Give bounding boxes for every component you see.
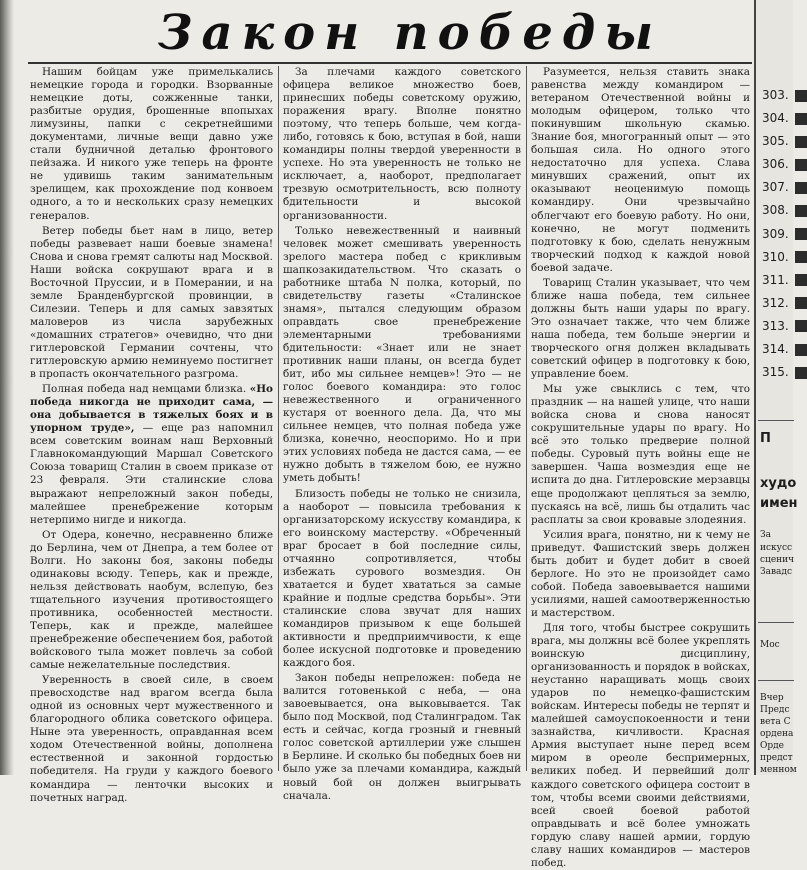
list-number: 305. (762, 134, 789, 149)
cropped-glyph (795, 251, 807, 263)
list-number: 310. (762, 249, 789, 264)
fragment-divider (758, 420, 794, 421)
list-item (762, 246, 807, 269)
fragment-line: предст (760, 753, 793, 763)
list-item (762, 338, 807, 361)
list-item (762, 292, 807, 315)
cropped-glyph (795, 113, 807, 125)
article-paragraph (283, 672, 521, 802)
numbered-list (762, 84, 807, 384)
article-paragraph (30, 383, 273, 527)
cropped-glyph (795, 90, 807, 102)
list-item (762, 315, 807, 338)
paragraph-text: От Одера, конечно, несравненно ближе до Берлина, чем от Днепра, а тем более от Волги. Но законы боя, законы победы одинаковы всюду. Теперь, как и прежде, нельзя действовать наобум, вслепую, без тщательного изучения противостоящего противника, особенностей местности. Теперь, как и прежде, малейшее пренебрежение обеспечением боя, работой войскового тыла может повлечь за собой самые нежелательные последствия. (30, 528, 273, 672)
paragraph-text: Мы уже свыклись с тем, что праздник — на нашей улице, что наши войска снова и снова наносят сокрушительные удары по врагу. Но всё это только предверие полной победы. Суровый путь войны еще не завершен. Чаша возмездия еще не испита до дна. Гитлеровские мерзавцы еще продолжают цепляться за землю, пускаясь на всё, лишь бы отдалить час расплаты за свои кровавые злодеяния. (531, 383, 750, 526)
paragraph-text: Ветер победы бьет нам в лицо, ветер победы развевает наши боевые знамена! Снова и снова гремят салюты над Москвой. Наши войска сокрушают врага и в Восточной Пруссии, и в Померании, и на земле Бранденбургской провинции, в Силезии. Теперь и для самых завзятых маловеров из числа зарубежных «домашних стратегов» очевидно, что дни гитлеровской Германии сочтены, что гитлеровскую армию неминуемо постигнет в пропасть окончательного разгрома. (30, 224, 273, 381)
list-number: 306. (762, 157, 789, 172)
article-paragraph (531, 66, 750, 275)
paragraph-text: Усилия врага, понятно, ни к чему не приведут. Фашистский зверь должен быть добит и будет добит в своей берлоге. Но это не произойдет само собой. Победа завоевывается нашими усилиями, нашей самоотверженностью и мастерством. (531, 528, 750, 619)
paragraph-text: Закон победы непреложен: победа не валится готовенькой с неба, — она завоевывается, она выковывается. Так было под Москвой, под Сталинградом. Так есть и сейчас, когда грозный и гневный голос советской артиллерии уже слышен в Берлине. И сколько бы победных боев ни было уже за плечами командира, каждый новый бой он должен выигрывать сначала. (283, 672, 521, 802)
list-item (762, 176, 807, 199)
fragment-line: Завадс (760, 567, 792, 577)
cropped-glyph (795, 159, 807, 171)
fragment-line: менном (760, 765, 797, 775)
list-item (762, 269, 807, 292)
list-number: 315. (762, 365, 789, 380)
list-number: 311. (762, 272, 789, 287)
fragment-line: искусс (760, 543, 793, 553)
fragment-line: П (760, 431, 771, 446)
article-paragraph (30, 66, 273, 223)
fragment-line: вета С (760, 717, 791, 727)
fragment-line: Вчер (760, 693, 784, 703)
paragraph-text: Нашим бойцам уже примелькались немецкие города и городки. Взорванные немецкие доты, сожженные танки, разбитые орудия, брошенные впопыхах лимузины, папки с секретнейшими документами, личные вещи давно уже стали будничной деталью фронтового пейзажа. И никого уже теперь на фронте не удивишь таким занимательным зрелищем, как прохождение под конвоем одного, а то и нескольких сразу немецких генералов. (30, 66, 273, 222)
fragment-line: имен (760, 496, 798, 511)
column-separator (278, 66, 279, 771)
list-number: 307. (762, 180, 789, 195)
paragraph-text: Для того, чтобы быстрее сокрушить врага, мы должны всё более укреплять воинскую дисциплину, организованность и порядок в войсках, неустанно наращивать мощь своих ударов по немецко-фашистским войскам. Интересы победы не терпят и малейшей самоуспокоенности и тени зазнайства, кичливости. Красная Армия выступает ныне перед всем миром в ореоле беспримерных, великих побед. И первейший долг каждого советского офицера состоит в том, чтобы всеми своими действиями, всей своей боевой работой оправдывать и всё более умножать гордую славу нашей армии, гордую славу наших командиров — мастеров побед. (531, 621, 750, 869)
list-number: 308. (762, 203, 789, 218)
fragment-line: Мос (760, 640, 780, 650)
cropped-glyph (795, 136, 807, 148)
stalin-quote: «Но победа никогда не приходит сама, — она добывается в тяжелых боях и в упорном труде», (30, 383, 273, 435)
adjacent-page-fragment (754, 0, 798, 775)
cropped-glyph (795, 205, 807, 217)
fragment-divider (758, 622, 794, 623)
article-paragraph (283, 488, 521, 671)
list-number: 309. (762, 226, 789, 241)
article-column-3 (531, 66, 750, 869)
article-paragraph (30, 225, 273, 382)
column-separator (526, 66, 527, 771)
cropped-glyph (795, 297, 807, 309)
paragraph-text: Товарищ Сталин указывает, что чем ближе наша победа, тем сильнее должны быть наши удары по врагу. Это означает также, что чем ближе наша победа, тем больше энергии и творческого огня должен вкладывать советский офицер в подготовку к бою, управление боем. (531, 276, 750, 381)
fragment-line: худо (760, 476, 797, 491)
list-item (762, 223, 807, 246)
article-paragraph (283, 66, 521, 223)
list-number: 314. (762, 342, 789, 357)
cropped-glyph (795, 228, 807, 240)
paragraph-text: Полная победа над немцами близка. (42, 383, 247, 396)
list-item (762, 361, 807, 384)
list-number: 312. (762, 295, 789, 310)
article-paragraph (531, 529, 750, 620)
article-paragraph (283, 225, 521, 486)
fragment-rule (754, 0, 756, 775)
fragment-line: ордена (760, 729, 794, 739)
paragraph-text: — еще раз напомнил всем советским воинам наш Верховный Главнокомандующий Маршал Советского Союза товарищ Сталин в своем приказе от 23 февраля. Эти сталинские слова выражают непреложный закон победы, малейшее пренебрежение которым нетерпимо нигде и никогда. (30, 422, 274, 526)
paragraph-text: Разумеется, нельзя ставить знака равенства между командиром — ветераном Отечественной войны и молодым офицером, только что покинувшим школьную скамью. Знание боя, многогранный опыт — это большая сила. Но одного этого недостаточно для успеха. Слава минувших сражений, опыт их оказывают неоценимую помощь командиру. Они чрезвычайно облегчают его боевую работу. Но они, конечно, не могут подменить подготовку к бою, сделать ненужным творческий подход к каждой новой боевой задаче. (531, 66, 750, 274)
paragraph-text: Близость победы не только не снизила, а наоборот — повысила требования к организаторскому искусству командира, к его воинскому мастерству. «Обреченный враг бросает в бой последние силы, отчаянно сопротивляется, чтобы избежать сурового возмездия. Он хватается и будет хвататься за самые крайние и подлые средства борьбы». Эти сталинские слова звучат для наших командиров призывом к еще большей активности и предприимчивости, к еще более искусной подготовке и проведению каждого боя. (283, 487, 521, 670)
cropped-glyph (795, 182, 807, 194)
article-title: Закон победы (157, 5, 663, 61)
list-number: 303. (762, 88, 789, 102)
list-item (762, 130, 807, 153)
article-paragraph (30, 529, 273, 673)
list-number: 313. (762, 318, 789, 333)
cropped-glyph (795, 320, 807, 332)
fragment-line: Предс (760, 705, 790, 715)
article-paragraph (531, 383, 750, 527)
article-paragraph (531, 622, 750, 870)
list-item (762, 199, 807, 222)
article-column-2 (283, 66, 521, 802)
cropped-glyph (795, 274, 807, 286)
article-column-1 (30, 66, 274, 804)
fragment-line: За (760, 530, 771, 540)
article-paragraph (30, 674, 273, 804)
paragraph-text: Только невежественный и наивный человек может смешивать уверенность зрелого мастера побед с крикливым шапкозакидательством. Что сказать о работнике штаба N полка, который, по свидетельству газеты «Сталинское знамя», пытался следующим образом оправдать свое пренебрежение элементарными требованиями бдительности: «Знает или не знает противник наши планы, он всегда будет бит, ибо мы сильнее немцев»! Это — не голос боевого командира: это голос невежественного и ограниченного кустаря от военного дела. Да, что мы сильнее немцев, что полная победа уже близка, конечно, неоспоримо. Но и при этих условиях победа не дастся сама, — ее нужно добыть в тяжелом бою, ее нужно уметь добыть! (283, 224, 521, 485)
fragment-line: Орде (760, 741, 785, 751)
paragraph-text: Уверенность в своей силе, в своем превосходстве над врагом всегда была одной из основных черт мужественного и благородного облика советского офицера. Ныне эта уверенность, оправданная всем ходом Отечественной войны, дополнена естественной и законной гордостью победителя. На груди у каждого боевого командира — ленточки высоких и почетных наград. (30, 674, 273, 804)
list-item (762, 153, 807, 176)
fragment-line: сценич (760, 555, 795, 565)
cropped-glyph (795, 344, 807, 356)
list-item (762, 84, 807, 107)
cropped-glyph (795, 367, 807, 379)
title-rule (28, 62, 752, 64)
paragraph-text: За плечами каждого советского офицера великое множество боев, принесших победы советскому оружию, поражения врагу. Вполне понятно поэтому, что теперь больше, чем когда-либо, готовясь к бою, вступая в бой, наши командиры полны твердой уверенности в успехе. Но эта уверенность не только не исключает, а, наоборот, предполагает трезвую осмотрительность, всю полноту бдительности и высокой организованности. (283, 66, 521, 222)
list-item (762, 107, 807, 130)
article-paragraph (531, 277, 750, 381)
page-binding-edge (0, 0, 14, 775)
list-number: 304. (762, 111, 789, 126)
fragment-divider (758, 680, 794, 681)
